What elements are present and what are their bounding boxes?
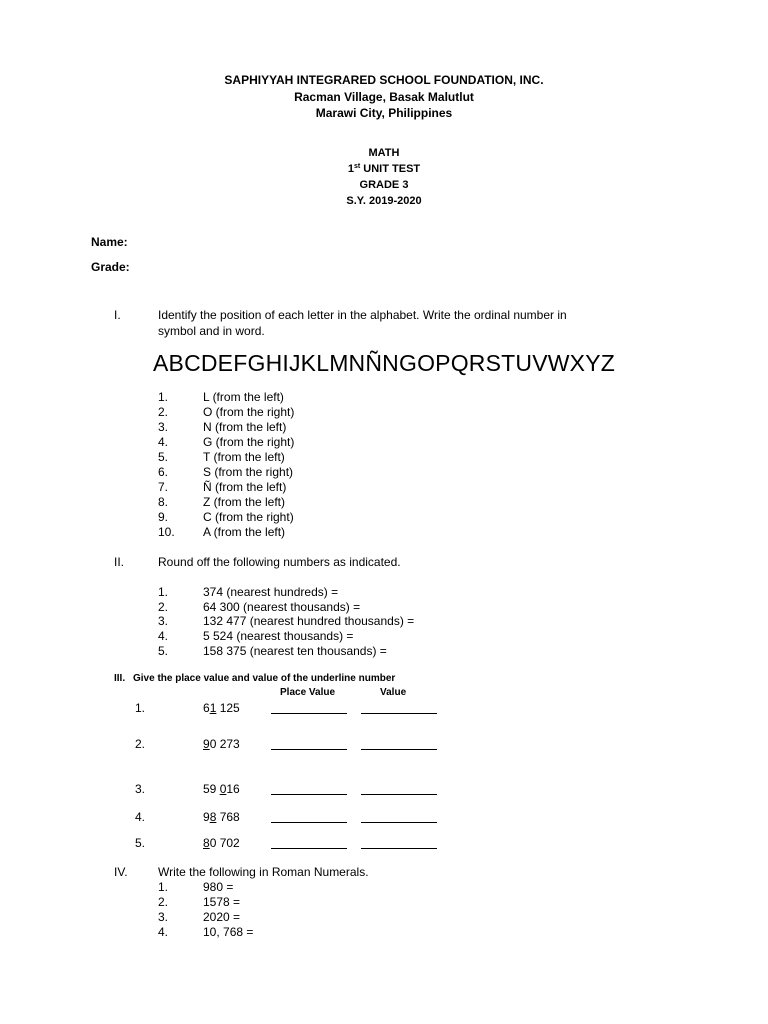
place-value-blank[interactable] — [271, 736, 347, 750]
list-item-number: 1. — [158, 880, 169, 894]
part2-instruction: Round off the following numbers as indicated. — [158, 555, 401, 569]
list-item-text: 132 477 (nearest hundred thousands) = — [203, 614, 415, 629]
school-year: S.Y. 2019-2020 — [346, 195, 422, 207]
value-blank[interactable] — [361, 700, 437, 714]
underlined-digit: 8 — [209, 810, 217, 824]
list-item-number: 5. — [158, 450, 169, 464]
part1-instruction-line1: Identify the position of each letter in the alphabet. Write the ordinal number in — [158, 308, 567, 322]
list-item-number: 4. — [158, 629, 169, 644]
list-item-text: 980 = — [203, 880, 234, 894]
value-blank[interactable] — [361, 736, 437, 750]
list-item-number: 4. — [158, 435, 169, 449]
part4-instruction: Write the following in Roman Numerals. — [158, 865, 369, 879]
list-item-text: 374 (nearest hundreds) = — [203, 585, 339, 599]
list-item-number: 2. — [135, 737, 146, 751]
list-item-text: N (from the left) — [203, 420, 287, 434]
place-value-number — [203, 737, 240, 751]
list-item-text: C (from the right) — [203, 510, 294, 524]
place-value-number — [203, 836, 240, 850]
list-item-text: 10, 768 = — [203, 925, 254, 939]
list-item-number: 1. — [158, 390, 169, 404]
list-item-number: 3. — [158, 614, 169, 629]
list-item-text: S (from the right) — [203, 465, 294, 479]
place-value-blank[interactable] — [271, 835, 347, 849]
number-suffix: 0 702 — [209, 836, 240, 850]
school-name: SAPHIYYAH INTEGRARED SCHOOL FOUNDATION, INC. — [224, 73, 544, 87]
list-item-number: 4. — [135, 810, 146, 824]
col-place-value: Place Value — [280, 687, 336, 698]
list-item-number: 3. — [158, 910, 169, 924]
place-value-blank[interactable] — [271, 700, 347, 714]
test-subject: MATH — [368, 147, 400, 159]
part3-roman: III. — [114, 673, 126, 684]
grade-label: Grade: — [91, 260, 130, 274]
list-item-text: O (from the right) — [203, 405, 295, 419]
place-value-number — [203, 782, 240, 796]
list-item-number: 9. — [158, 510, 169, 524]
list-item-number: 10. — [158, 525, 175, 539]
col-value: Value — [380, 687, 407, 698]
place-value-number — [203, 701, 240, 715]
list-item-text: A (from the left) — [203, 525, 286, 539]
part3-instruction: Give the place value and value of the underline number — [133, 673, 396, 684]
list-item-number: 3. — [158, 420, 169, 434]
underlined-digit: 0 — [219, 782, 227, 796]
list-item-number: 2. — [158, 599, 169, 614]
number-prefix: 9 — [203, 810, 210, 824]
list-item-text: 158 375 (nearest ten thousands) = — [203, 643, 387, 658]
list-item-number: 8. — [158, 495, 169, 509]
underlined-digit: 9 — [203, 737, 210, 751]
list-item-number: 2. — [158, 405, 169, 419]
test-title-rest: UNIT TEST — [360, 163, 421, 175]
alphabet-row: ABCDEFGHIJKLMNÑNGOPQRSTUVWXYZ — [152, 350, 615, 376]
test-title-suffix: st — [354, 163, 361, 170]
underlined-digit: 1 — [209, 701, 217, 715]
list-item-number: 7. — [158, 480, 169, 494]
number-suffix: 16 — [226, 782, 240, 796]
part1-instruction-line2: symbol and in word. — [158, 324, 265, 338]
list-item-text: 1578 = — [203, 895, 241, 909]
number-suffix: 125 — [216, 701, 240, 715]
value-blank[interactable] — [361, 835, 437, 849]
list-item-number: 6. — [158, 465, 169, 479]
list-item-text: Ñ (from the left) — [203, 480, 287, 494]
underlined-digit: 8 — [203, 836, 210, 850]
test-title-ordinal: 1 — [347, 163, 354, 175]
value-blank[interactable] — [361, 809, 437, 823]
list-item-number: 1. — [135, 701, 146, 715]
school-address-line2: Marawi City, Philippines — [315, 106, 453, 120]
part4-roman: IV. — [114, 865, 128, 879]
place-value-number — [203, 810, 240, 824]
number-prefix: 6 — [203, 701, 210, 715]
list-item-text: L (from the left) — [203, 390, 284, 404]
part2-roman: II. — [114, 555, 125, 569]
number-suffix: 0 273 — [209, 737, 240, 751]
test-title — [0, 163, 768, 175]
list-item-number: 5. — [135, 836, 146, 850]
list-item-number: 2. — [158, 895, 169, 909]
list-item-number: 4. — [158, 925, 169, 939]
school-address-line1: Racman Village, Basak Malutlut — [294, 90, 474, 104]
list-item-text: G (from the right) — [203, 435, 295, 449]
list-item-text: 5 524 (nearest thousands) = — [203, 629, 354, 644]
number-suffix: 768 — [216, 810, 240, 824]
list-item-text: 2020 = — [203, 910, 241, 924]
part1-roman: I. — [114, 308, 121, 322]
list-item-text: Z (from the left) — [203, 495, 286, 509]
number-prefix: 59 — [203, 782, 220, 796]
place-value-blank[interactable] — [271, 809, 347, 823]
list-item-number: 1. — [158, 585, 169, 599]
list-item-number: 3. — [135, 782, 146, 796]
place-value-blank[interactable] — [271, 781, 347, 795]
list-item-text: 64 300 (nearest thousands) = — [203, 599, 361, 614]
name-label: Name: — [91, 235, 128, 249]
test-grade: GRADE 3 — [359, 179, 409, 191]
list-item-text: T (from the left) — [203, 450, 285, 464]
list-item-number: 5. — [158, 643, 169, 658]
value-blank[interactable] — [361, 781, 437, 795]
